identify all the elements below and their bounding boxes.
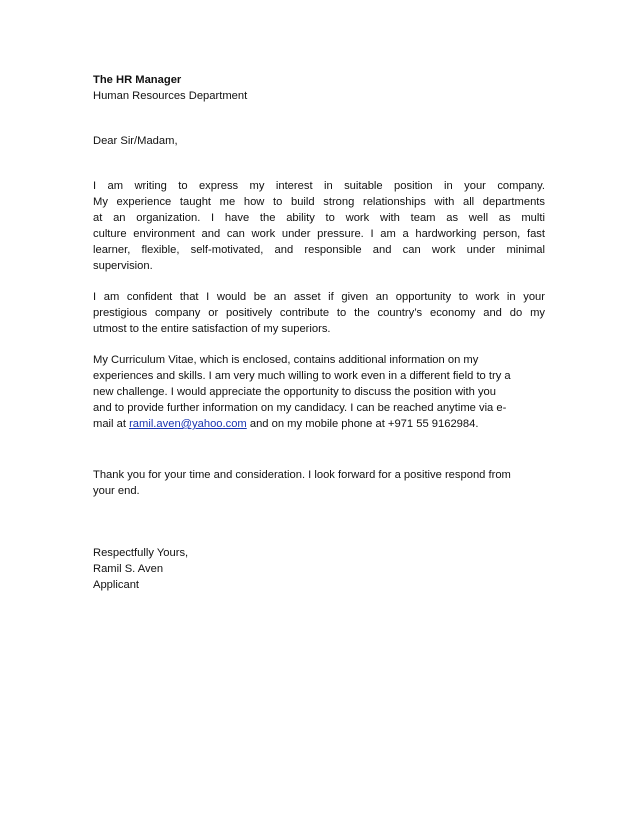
sign-off: Respectfully Yours, [93, 547, 189, 559]
salutation: Dear Sir/Madam, [93, 135, 178, 147]
paragraph-interest [93, 178, 545, 274]
paragraph-line: I am writing to express my interest in suitable position in your company. [93, 180, 545, 192]
contact-prefix: mail at [93, 418, 130, 430]
paragraph-line: My experience taught me how to build strong relationships with all departments [93, 196, 545, 208]
paragraph-cv [93, 352, 545, 432]
paragraph-line: prestigious company or positively contribute to the country’s economy and do my [93, 307, 545, 319]
paragraph-line: new challenge. I would appreciate the opportunity to discuss the position with you [93, 386, 496, 398]
paragraph-line: My Curriculum Vitae, which is enclosed, contains additional information on my [93, 354, 479, 366]
contact-suffix: and on my mobile phone at +971 55 9162984. [246, 418, 479, 430]
paragraph-line: and to provide further information on my candidacy. I can be reached anytime via e- [93, 402, 507, 414]
recipient-title: The HR Manager [93, 74, 182, 86]
signer-name: Ramil S. Aven [93, 563, 164, 575]
paragraph-thanks [93, 467, 545, 499]
closing-block [93, 545, 545, 593]
paragraph-line: at an organization. I have the ability to work with team as well as multi [93, 212, 545, 224]
signer-role: Applicant [93, 579, 140, 591]
paragraph-line: learner, flexible, self-motivated, and responsible and can work under minimal [93, 244, 545, 256]
paragraph-line: your end. [93, 485, 140, 497]
paragraph-line: utmost to the entire satisfaction of my superiors. [93, 323, 331, 335]
paragraph-line: Thank you for your time and consideration. I look forward for a positive respond from [93, 469, 511, 481]
contact-line [93, 416, 545, 432]
paragraph-line: experiences and skills. I am very much willing to work even in a different field to try a [93, 370, 511, 382]
email-link[interactable]: ramil.aven@yahoo.com [129, 418, 247, 430]
paragraph-line: culture environment and can work under pressure. I am a hardworking person, fast [93, 228, 545, 240]
paragraph-confidence [93, 289, 545, 337]
paragraph-line: supervision. [93, 260, 153, 272]
cover-letter [93, 72, 545, 593]
recipient-department: Human Resources Department [93, 90, 248, 102]
paragraph-line: I am confident that I would be an asset if given an opportunity to work in your [93, 291, 545, 303]
